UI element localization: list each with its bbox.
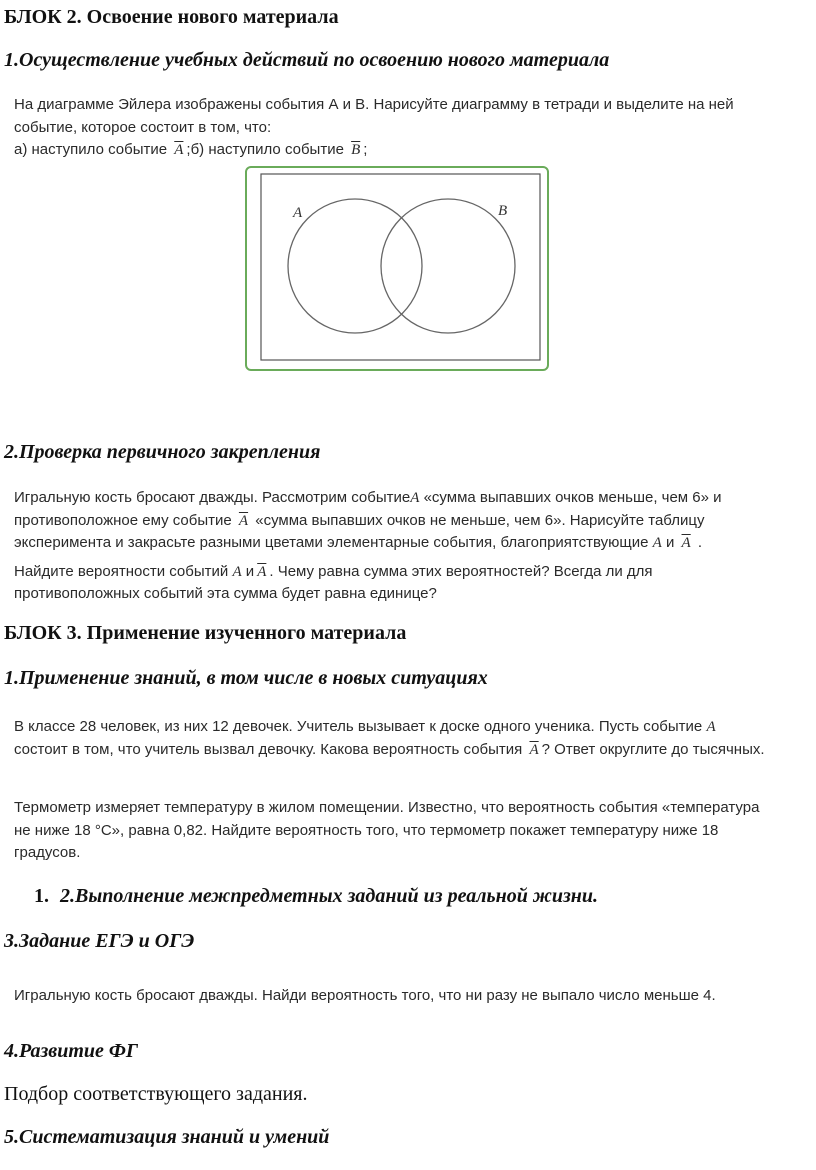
- symbol-not-a: $\overline{A}$: [681, 535, 691, 551]
- venn-circle-b: [381, 199, 515, 333]
- task2-line2: [14, 510, 794, 533]
- task3-l1-a: В классе 28 человек, из них 12 девочек. Учитель вызывает к доске одного ученика. Пусть событие: [14, 718, 703, 735]
- venn-circle-a: [288, 199, 422, 333]
- symbol-a: A: [232, 563, 242, 580]
- venn-diagram: [245, 165, 550, 372]
- task3-l2-b: ? Ответ округлите до тысячных.: [541, 740, 765, 758]
- task4-line1: Термометр измеряет температуру в жилом помещении. Известно, что вероятность события «температура: [14, 799, 760, 816]
- block3-section4-title: 4.Развитие ФГ: [4, 1040, 138, 1062]
- block3-section3-title: 3.Задание ЕГЭ и ОГЭ: [4, 930, 195, 952]
- task1-line3-end: ;: [363, 141, 368, 158]
- block2-section2-title: 2.Проверка первичного закрепления: [4, 441, 321, 463]
- block3-section5-title: 5.Систематизация знаний и умений: [4, 1126, 330, 1148]
- task2-line4: [14, 561, 794, 584]
- symbol-a: A: [652, 535, 662, 551]
- symbol-a: A: [706, 719, 716, 735]
- task1-line2: событие, которое состоит в том, что:: [14, 118, 272, 136]
- symbol-not-a: $\overline{A}$: [529, 741, 539, 758]
- task2-l4-a: Найдите вероятности событий: [14, 562, 229, 580]
- task5-line1: Игральную кость бросают дважды. Найди вероятность того, что ни разу не выпало число меньше 4.: [14, 987, 716, 1004]
- task1-line3-b: ;б) наступило событие: [186, 141, 344, 158]
- task1-line1: На диаграмме Эйлера изображены события А и В. Нарисуйте диаграмму в тетради и выделите на ней: [14, 96, 734, 113]
- task2-l1-a: Игральную кость бросают дважды. Рассмотрим событие: [14, 489, 411, 506]
- symbol-not-a: $\overline{A}$: [174, 142, 184, 158]
- block2-title: БЛОК 2. Освоение нового материала: [4, 6, 339, 28]
- task2-l2-b: «сумма выпавших очков не меньше, чем 6». Нарисуйте таблицу: [255, 511, 705, 529]
- block2-section1-title: 1.Осуществление учебных действий по освоению нового материала: [4, 49, 610, 71]
- block3-title: БЛОК 3. Применение изученного материала: [4, 622, 407, 644]
- task2-line1: [14, 487, 794, 510]
- task-class-girls: [14, 716, 794, 761]
- task-dice-no-less-than-4: [14, 985, 794, 1008]
- section4-text: Подбор соответствующего задания.: [4, 1083, 308, 1105]
- task2-l4-b: . Чему равна сумма этих вероятностей? Всегда ли для: [269, 562, 653, 580]
- task2-line5: противоположных событий эта сумма будет равна единице?: [14, 585, 437, 602]
- symbol-not-b: $\overline{B}$: [351, 142, 361, 158]
- task-thermometer: [14, 797, 794, 865]
- list-number: 1.: [34, 885, 49, 907]
- task2-l3-a: эксперимента и закрасьте разными цветами элементарные события, благоприятствующие: [14, 534, 649, 551]
- task2-l3-end: .: [697, 534, 703, 551]
- venn-label-a: A: [293, 205, 303, 221]
- task3-l2-a: состоит в том, что учитель вызвал девочку. Какова вероятность события: [14, 740, 523, 758]
- block3-section2-title: [34, 885, 598, 908]
- task4-line2: не ниже 18 °С», равна 0,82. Найдите вероятность того, что термометр покажет температуру ниже 18: [14, 821, 719, 839]
- task3-line1: [14, 716, 794, 739]
- task1-line3: [14, 139, 794, 162]
- task2-l2-a: противоположное ему событие: [14, 511, 232, 529]
- task3-line2: [14, 739, 794, 762]
- task1-line3-a: а) наступило событие: [14, 141, 168, 158]
- task2-l3-and: и: [665, 534, 675, 551]
- task-euler-diagram: [14, 94, 794, 162]
- symbol-not-a: $\overline{A}$: [257, 563, 267, 580]
- task2-l1-b: «сумма выпавших очков меньше, чем 6» и: [423, 489, 722, 506]
- symbol-a: A: [410, 490, 420, 506]
- block3-section1-title: 1.Применение знаний, в том числе в новых ситуациях: [4, 667, 488, 689]
- venn-label-b: B: [498, 203, 508, 219]
- venn-universe-rectangle: [261, 174, 540, 360]
- section2-text: 2.Выполнение межпредметных заданий из реальной жизни.: [60, 885, 599, 907]
- venn-outer-frame: [246, 167, 548, 370]
- task2-l4-and: и: [245, 562, 255, 580]
- task4-line3: градусов.: [14, 844, 81, 861]
- symbol-not-a: $\overline{A}$: [238, 512, 249, 529]
- task2-line3: [14, 532, 794, 555]
- task-dice-opposite-events: [14, 487, 794, 606]
